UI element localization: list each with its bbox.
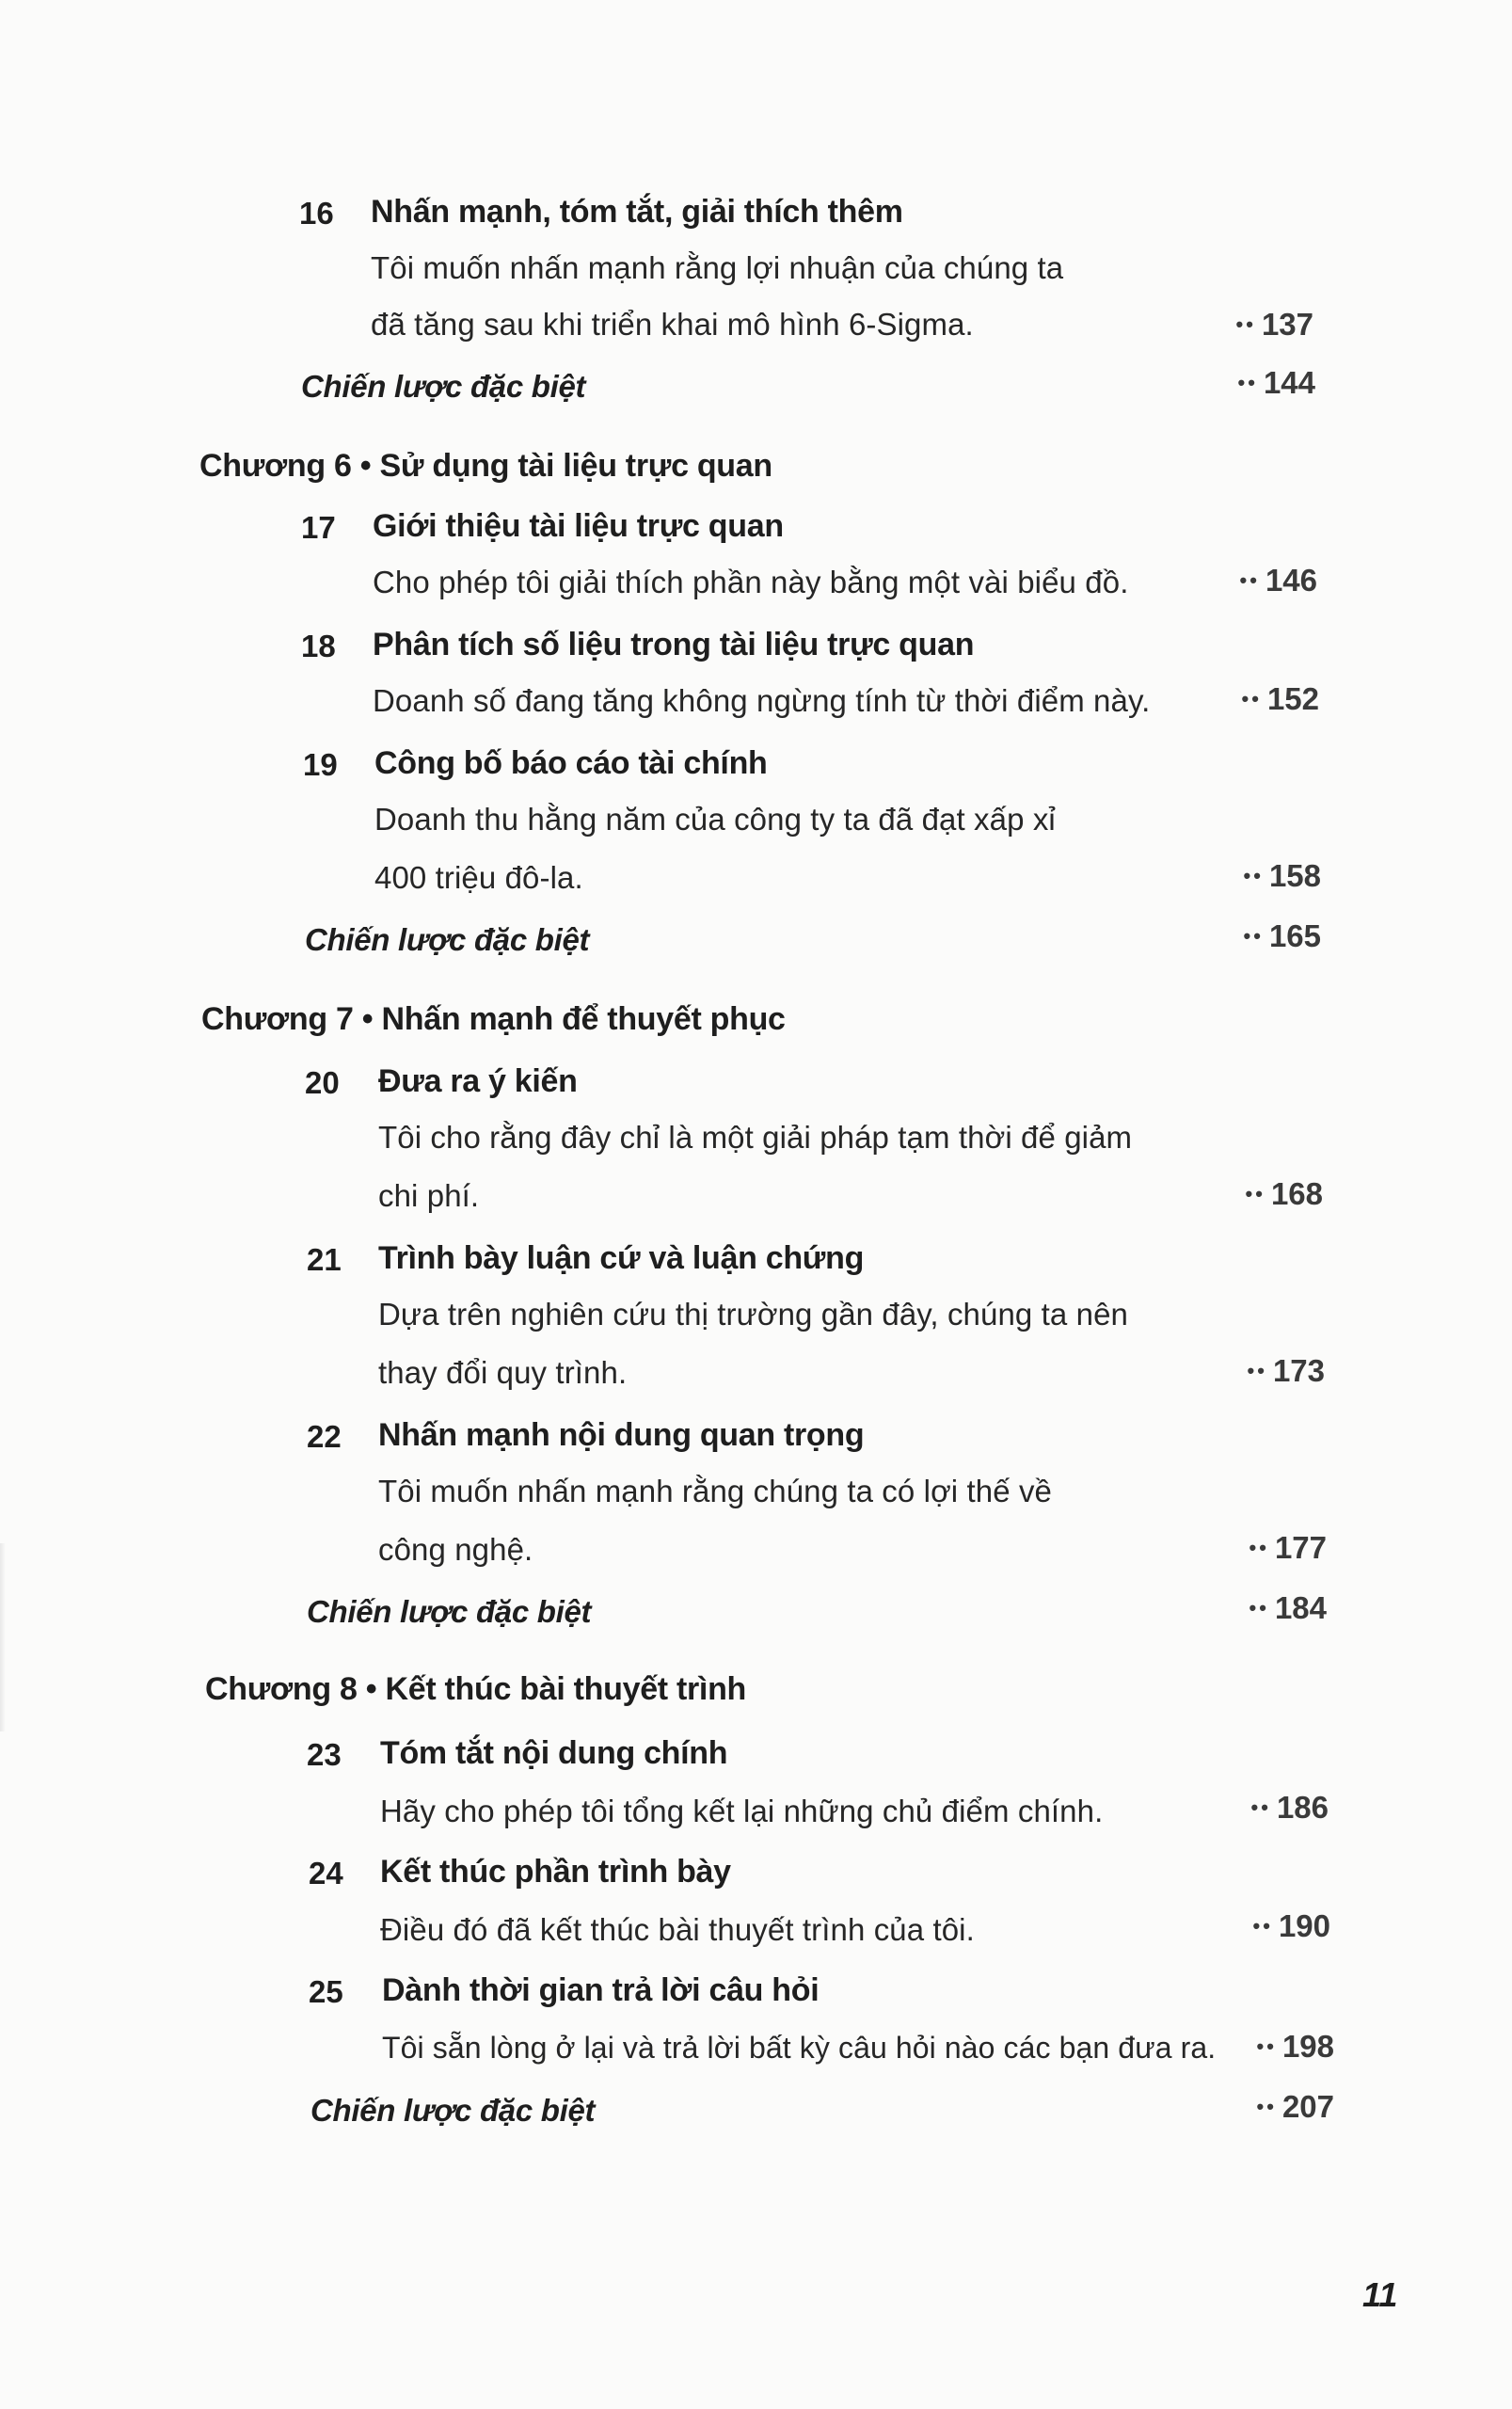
page-ref-number: 173 [1272,1353,1325,1388]
entry-description: công nghệ. [378,1532,533,1567]
entry-description: Tôi cho rằng đây chỉ là một giải pháp tạm thời để giảm [378,1120,1133,1155]
page-ref-number: 144 [1263,365,1315,400]
page-reference [1163,307,1313,343]
page-ref-number: 146 [1265,563,1317,598]
entry-title: Phân tích số liệu trong tài liệu trực quan [373,627,975,662]
page-ref-number: 184 [1274,1590,1327,1625]
entry-number: 24 [309,1856,343,1891]
page-ref-number: 198 [1281,2029,1334,2064]
leader-dots: •• [1256,2095,1277,2118]
entry-description: Dựa trên nghiên cứu thị trường gần đây, chúng ta nên [378,1297,1128,1332]
entry-number: 20 [305,1065,340,1100]
leader-dots: •• [1243,924,1264,948]
page-edge-shadow [0,1543,6,1731]
page-number: 11 [1362,2275,1398,2314]
page-ref-number: 207 [1281,2089,1334,2124]
chapter-heading: Chương 6 • Sử dụng tài liệu trực quan [199,448,772,484]
entry-number: 21 [307,1242,342,1277]
entry-description: Tôi muốn nhấn mạnh rằng lợi nhuận của chúng ta [371,250,1064,285]
leader-dots: •• [1249,1536,1269,1559]
chapter-heading: Chương 8 • Kết thúc bài thuyết trình [205,1671,747,1707]
leader-dots: •• [1250,1795,1271,1819]
special-strategy: Chiến lược đặc biệt [301,369,586,404]
special-strategy: Chiến lược đặc biệt [307,1594,592,1629]
leader-dots: •• [1243,864,1264,887]
entry-title: Công bố báo cáo tài chính [374,745,768,781]
leader-dots: •• [1249,1596,1269,1619]
page-reference [1180,1908,1330,1944]
page-reference [1170,858,1321,894]
entry-description: Doanh số đang tăng không ngừng tính từ thời điểm này. [373,683,1151,718]
page-ref-number: 165 [1268,918,1321,953]
page-reference [1184,2029,1334,2065]
page-reference [1184,2089,1334,2125]
page-reference [1176,1530,1327,1566]
page-ref-number: 177 [1274,1530,1327,1565]
entry-description: Điều đó đã kết thúc bài thuyết trình của tôi. [380,1912,975,1947]
entry-title: Nhấn mạnh, tóm tắt, giải thích thêm [371,194,903,230]
entry-title: Trình bày luận cứ và luận chứng [378,1240,865,1276]
page-ref-number: 186 [1276,1790,1329,1825]
entry-title: Tóm tắt nội dung chính [380,1735,728,1771]
entry-title: Dành thời gian trả lời câu hỏi [382,1972,820,2008]
entry-description: Hãy cho phép tôi tổng kết lại những chủ điểm chính. [380,1794,1104,1828]
page-reference [1178,1790,1329,1826]
entry-number: 16 [299,196,334,231]
entry-title: Kết thúc phần trình bày [380,1854,731,1890]
page-reference [1165,365,1315,401]
page-reference [1172,1176,1323,1212]
entry-number: 17 [301,510,336,545]
entry-description: Doanh thu hằng năm của công ty ta đã đạt xấp xỉ [374,802,1056,837]
entry-description: Tôi sẵn lòng ở lại và trả lời bất kỳ câu hỏi nào các bạn đưa ra. [382,2031,1217,2065]
entry-description: thay đổi quy trình. [378,1355,628,1390]
page-ref-number: 152 [1266,681,1319,716]
entry-description: Cho phép tôi giải thích phần này bằng một vài biểu đồ. [373,565,1129,599]
leader-dots: •• [1235,312,1256,336]
page-reference [1167,563,1317,598]
leader-dots: •• [1237,371,1258,394]
entry-description: chi phí. [378,1178,480,1213]
entry-number: 22 [307,1419,342,1454]
page-ref-number: 168 [1270,1176,1323,1211]
special-strategy: Chiến lược đặc biệt [310,2093,596,2128]
entry-number: 25 [309,1974,343,2009]
leader-dots: •• [1241,687,1262,710]
leader-dots: •• [1239,568,1260,592]
entry-number: 18 [301,629,336,663]
page-reference [1174,1353,1325,1389]
chapter-heading: Chương 7 • Nhấn mạnh để thuyết phục [201,1001,786,1037]
entry-number: 19 [303,747,338,782]
page-reference [1169,681,1319,717]
special-strategy: Chiến lược đặc biệt [305,922,590,957]
leader-dots: •• [1252,1914,1273,1938]
entry-number: 23 [307,1737,342,1772]
leader-dots: •• [1247,1359,1267,1382]
page-reference [1176,1590,1327,1626]
entry-title: Nhấn mạnh nội dung quan trọng [378,1417,865,1453]
entry-description: 400 triệu đô-la. [374,860,583,895]
leader-dots: •• [1245,1182,1265,1205]
entry-title: Giới thiệu tài liệu trực quan [373,508,784,544]
page-reference [1170,918,1321,954]
leader-dots: •• [1256,2034,1277,2058]
entry-title: Đưa ra ý kiến [378,1063,578,1099]
page-ref-number: 137 [1261,307,1313,342]
entry-description: Tôi muốn nhấn mạnh rằng chúng ta có lợi thế về [378,1474,1053,1508]
page-ref-number: 190 [1278,1908,1330,1943]
page-ref-number: 158 [1268,858,1321,893]
entry-description: đã tăng sau khi triển khai mô hình 6-Sigma. [371,307,974,342]
